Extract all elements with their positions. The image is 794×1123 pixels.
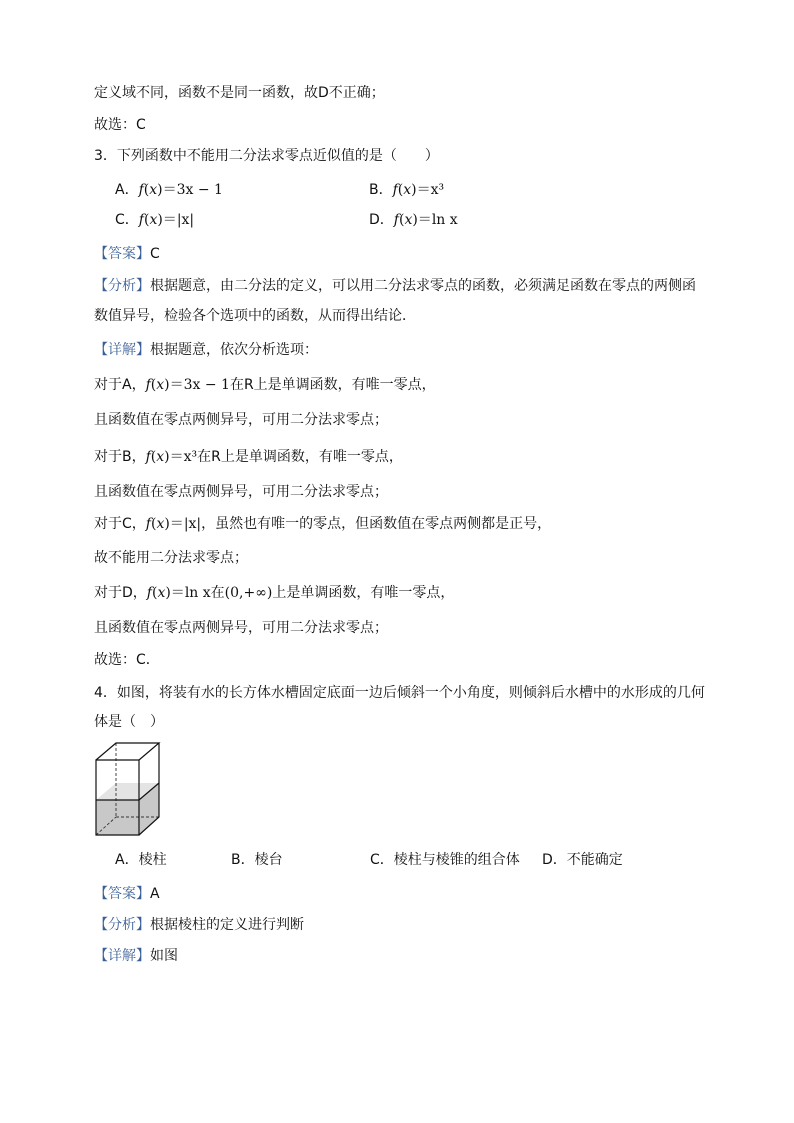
q3-detail-d1	[94, 583, 454, 603]
q3-detail-d2: 且函数值在零点两侧异号，可用二分法求零点；	[94, 620, 388, 636]
option-letter: C．	[115, 212, 139, 228]
q4-analysis	[94, 915, 304, 935]
detail-tag: 【详解】	[94, 948, 150, 964]
q3-analysis-cont: 数值异号，检验各个选项中的函数，从而得出结论．	[94, 308, 416, 324]
option-letter: D．	[369, 212, 394, 228]
math-fx: f(x)＝	[138, 182, 177, 198]
text: ，虽然也有唯一的零点，但函数值在零点两侧都是正号，	[201, 516, 552, 532]
option-expr: 3x − 1	[176, 182, 223, 198]
analysis-text: 根据题意，由二分法的定义，可以用二分法求零点的函数，必须满足函数在零点的两侧函	[150, 278, 696, 294]
text: 对于B，	[94, 449, 146, 465]
q3-analysis	[94, 276, 696, 296]
detail-text: 根据题意，依次分析选项：	[150, 342, 318, 358]
q4-option-a: A．棱柱	[115, 852, 167, 868]
q3-option-a	[115, 180, 223, 200]
answer-value: A	[150, 886, 160, 902]
math-fx: f(x)＝	[145, 516, 184, 532]
water-front-face	[96, 800, 139, 835]
text: 在R上是单调函数，有唯一零点，	[197, 449, 403, 465]
math-interval: 在(0,+∞)	[210, 585, 273, 601]
math-expr: ln x	[184, 585, 211, 601]
math-fx: f(x)＝	[392, 182, 431, 198]
detail-tag: 【详解】	[94, 342, 150, 358]
option-letter: A．	[115, 182, 139, 198]
q3-detail-c1	[94, 514, 551, 534]
text: 上是单调函数，有唯一零点，	[272, 585, 455, 601]
q3-detail-a1	[94, 375, 436, 395]
text: 在R上是单调函数，有唯一零点，	[229, 377, 436, 393]
math-fx: f(x)＝	[145, 377, 184, 393]
math-expr: |x|	[183, 516, 202, 532]
q4-option-d: D．不能确定	[542, 852, 623, 868]
option-expr: |x|	[176, 212, 195, 228]
water-tank-figure	[93, 741, 161, 837]
option-expr: ln x	[431, 212, 458, 228]
analysis-tag: 【分析】	[94, 278, 150, 294]
text: 对于A，	[94, 377, 146, 393]
q4-option-c: C．棱柱与棱锥的组合体	[370, 852, 520, 868]
answer-value: C	[150, 246, 160, 262]
q3-option-d	[369, 210, 458, 230]
q4-answer	[94, 884, 160, 904]
text: 对于D，	[94, 585, 147, 601]
math-fx: f(x)＝	[393, 212, 432, 228]
q3-answer	[94, 244, 160, 264]
q3-option-c	[115, 210, 194, 230]
q3-detail-a2: 且函数值在零点两侧异号，可用二分法求零点；	[94, 412, 388, 428]
q4-option-b: B．棱台	[231, 852, 283, 868]
analysis-tag: 【分析】	[94, 917, 150, 933]
math-fx: f(x)＝	[145, 449, 184, 465]
q3-option-b	[369, 180, 444, 200]
detail-text: 如图	[150, 948, 178, 964]
q3-detail-c2: 故不能用二分法求零点；	[94, 550, 248, 566]
math-expr: x³	[183, 449, 198, 465]
math-fx: f(x)＝	[138, 212, 177, 228]
q3-choice: 故选：C．	[94, 652, 160, 668]
math-expr: 3x − 1	[183, 377, 230, 393]
text: 对于C，	[94, 516, 146, 532]
answer-tag: 【答案】	[94, 246, 150, 262]
option-expr: x³	[430, 182, 445, 198]
prev-conclusion: 定义域不同，函数不是同一函数，故D不正确；	[94, 85, 385, 101]
q3-detail-b2: 且函数值在零点两侧异号，可用二分法求零点；	[94, 484, 388, 500]
q4-stem-cont: 体是（ ）	[94, 714, 164, 730]
q4-detail	[94, 946, 178, 966]
q3-detail	[94, 340, 318, 360]
prev-choice: 故选：C	[94, 117, 146, 133]
analysis-text: 根据棱柱的定义进行判断	[150, 917, 304, 933]
q4-stem: 4．如图，将装有水的长方体水槽固定底面一边后倾斜一个小角度，则倾斜后水槽中的水形成的几何	[94, 685, 705, 701]
q3-detail-b1	[94, 447, 403, 467]
math-fx: f(x)＝	[146, 585, 185, 601]
answer-tag: 【答案】	[94, 886, 150, 902]
q3-stem: 3．下列函数中不能用二分法求零点近似值的是（ ）	[94, 148, 439, 164]
option-letter: B．	[369, 182, 393, 198]
